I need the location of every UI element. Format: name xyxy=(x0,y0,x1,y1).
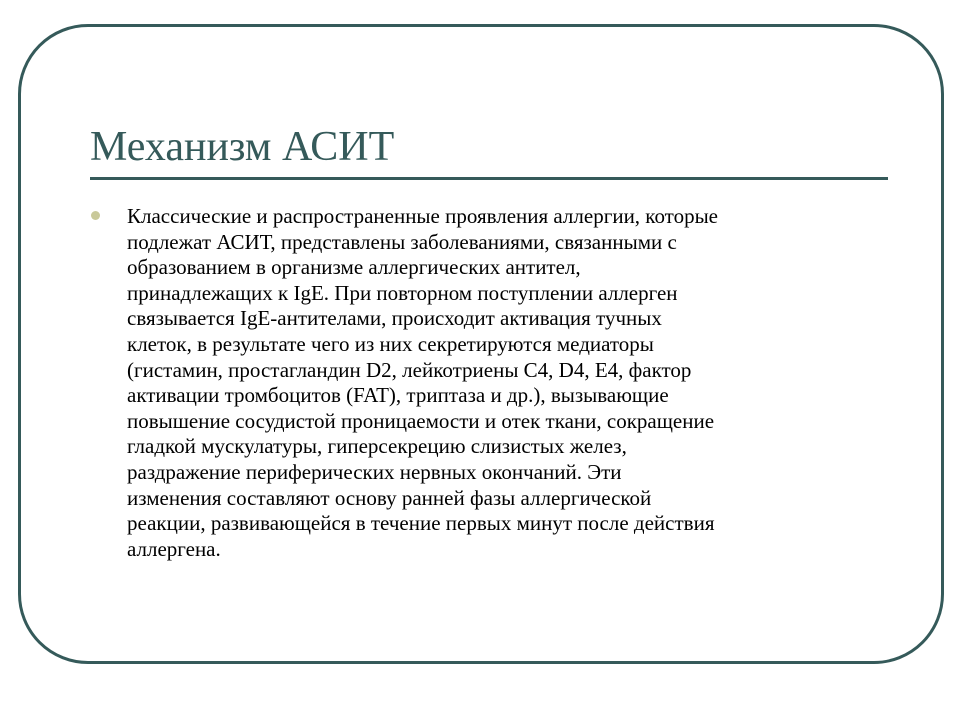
title-divider xyxy=(90,177,888,180)
bullet-dot-icon xyxy=(91,211,100,220)
bullet-list xyxy=(90,204,890,562)
bullet-item xyxy=(90,204,890,562)
bullet-text: Классические и распространенные проявления аллергии, которые подлежат АСИТ, представлены заболеваниями, связанными с образованием в организме аллергических антител, принадлежащих к IgE. При повторном поступлении аллерген связывается IgE-антителами, происходит активация тучных клеток, в результате чего из них секретируются медиаторы (гистамин, простагландин D2, лейкотриены C4, D4, E4, фактор активации тромбоцитов (FAT), триптаза и др.), вызывающие повышение сосудистой проницаемости и отек ткани, сокращение гладкой мускулатуры, гиперсекрецию слизистых желез, раздражение периферических нервных окончаний. Эти изменения составляют основу ранней фазы аллергической реакции, развивающейся в течение первых минут после действия аллергена. xyxy=(127,204,718,561)
slide-title: Механизм АСИТ xyxy=(90,124,395,170)
